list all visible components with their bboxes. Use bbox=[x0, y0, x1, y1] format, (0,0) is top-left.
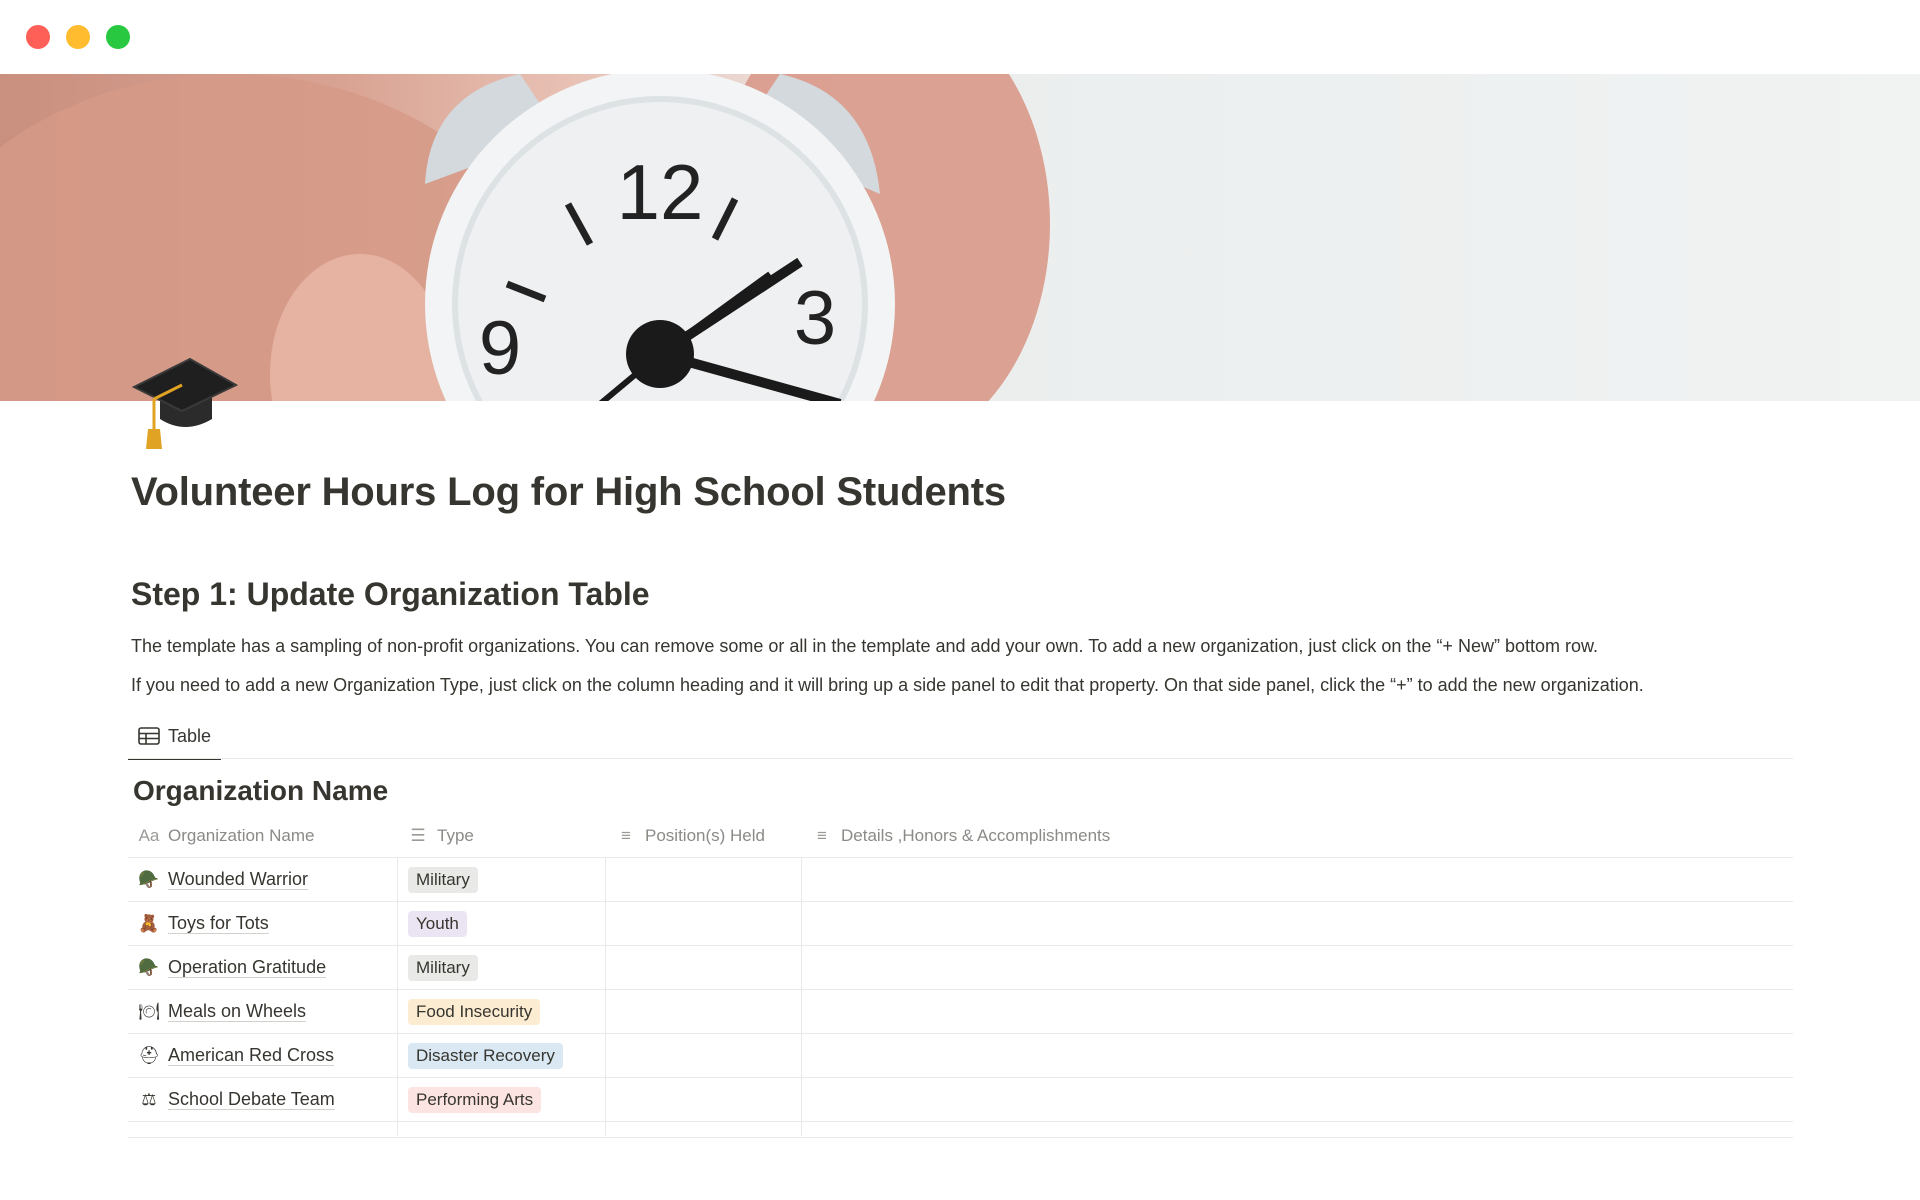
type-tag: Food Insecurity bbox=[408, 999, 540, 1025]
minimize-window-button[interactable] bbox=[66, 25, 90, 49]
column-header-positions-held[interactable] bbox=[605, 815, 801, 857]
cell-details[interactable] bbox=[801, 1034, 1793, 1077]
type-tag: Military bbox=[408, 955, 478, 981]
cell-positions-held[interactable] bbox=[605, 902, 801, 945]
table-row[interactable] bbox=[128, 990, 1793, 1034]
cell-organization-name[interactable] bbox=[128, 1034, 397, 1077]
cell-positions-held[interactable] bbox=[605, 946, 801, 989]
organization-name[interactable]: Operation Gratitude bbox=[168, 957, 327, 977]
cell-type[interactable] bbox=[397, 1078, 605, 1121]
organization-table bbox=[128, 815, 1793, 1136]
title-property-icon: Aa bbox=[138, 826, 160, 845]
cell-type[interactable] bbox=[397, 990, 605, 1033]
cell-organization-name[interactable] bbox=[128, 858, 397, 901]
cell-positions-held[interactable] bbox=[605, 1078, 801, 1121]
column-header-label: Organization Name bbox=[168, 826, 315, 845]
step1-paragraph-2[interactable]: If you need to add a new Organization Type, just click on the column heading and it will bring up a side panel to edit that property. On that side panel, click the “+” to add the new organization. bbox=[131, 675, 1644, 695]
cell-details[interactable] bbox=[801, 946, 1793, 989]
column-header-details[interactable] bbox=[801, 815, 1793, 857]
table-row[interactable] bbox=[128, 902, 1793, 946]
military-helmet-icon: 🪖 bbox=[138, 957, 160, 977]
teddy-bear-icon: 🧸 bbox=[138, 913, 160, 933]
cell-type[interactable] bbox=[397, 902, 605, 945]
tabs-divider bbox=[128, 758, 1793, 759]
step1-heading[interactable]: Step 1: Update Organization Table bbox=[131, 576, 650, 612]
column-header-label: Type bbox=[437, 826, 474, 845]
column-header-label: Position(s) Held bbox=[645, 826, 765, 845]
cell-type[interactable] bbox=[397, 1034, 605, 1077]
organization-name[interactable]: Toys for Tots bbox=[168, 913, 269, 933]
window-titlebar bbox=[0, 0, 1920, 74]
page-cover-image[interactable] bbox=[0, 74, 1920, 401]
clock-number-9: 9 bbox=[478, 306, 522, 391]
cell-organization-name[interactable] bbox=[128, 946, 397, 989]
tab-table-view[interactable] bbox=[128, 714, 221, 760]
type-tag: Youth bbox=[408, 911, 467, 937]
rescue-helmet-icon: ⛑ bbox=[138, 1045, 160, 1065]
table-row[interactable] bbox=[128, 946, 1793, 990]
page-title[interactable]: Volunteer Hours Log for High School Students bbox=[131, 470, 1006, 514]
organization-name[interactable]: Meals on Wheels bbox=[168, 1001, 307, 1021]
step1-paragraph-1[interactable]: The template has a sampling of non-profit organizations. You can remove some or all in the template and add your own. To add a new organization, just click on the “+ New” bottom row. bbox=[131, 636, 1598, 656]
graduation-cap-icon[interactable] bbox=[130, 345, 240, 455]
cell-type[interactable] bbox=[397, 946, 605, 989]
table-icon bbox=[138, 727, 160, 745]
table-row[interactable] bbox=[128, 1078, 1793, 1122]
text-property-icon: ≡ bbox=[621, 826, 631, 845]
organization-name[interactable]: School Debate Team bbox=[168, 1089, 335, 1109]
cell-organization-name[interactable] bbox=[128, 902, 397, 945]
clock-number-12: 12 bbox=[616, 148, 704, 236]
military-helmet-icon: 🪖 bbox=[138, 869, 160, 889]
cell-organization-name[interactable] bbox=[128, 1078, 397, 1121]
clock-number-3: 3 bbox=[793, 276, 837, 361]
tab-table-label: Table bbox=[168, 725, 212, 746]
cell-organization-name[interactable] bbox=[128, 990, 397, 1033]
balance-scale-icon: ⚖ bbox=[141, 1089, 157, 1109]
type-tag: Performing Arts bbox=[408, 1087, 541, 1113]
table-body bbox=[128, 858, 1793, 1122]
table-row[interactable] bbox=[128, 1034, 1793, 1078]
type-tag: Military bbox=[408, 867, 478, 893]
cell-positions-held[interactable] bbox=[605, 1034, 801, 1077]
column-header-organization-name[interactable] bbox=[128, 815, 397, 857]
table-row-partial bbox=[128, 1122, 1793, 1136]
column-header-type[interactable] bbox=[397, 815, 605, 857]
type-tag: Disaster Recovery bbox=[408, 1043, 563, 1069]
table-bottom-edge bbox=[128, 1137, 1793, 1138]
cell-details[interactable] bbox=[801, 990, 1793, 1033]
multi-select-icon: ☰ bbox=[410, 826, 426, 845]
database-title[interactable]: Organization Name bbox=[133, 775, 389, 806]
cell-details[interactable] bbox=[801, 1078, 1793, 1121]
close-window-button[interactable] bbox=[26, 25, 50, 49]
column-header-label: Details ,Honors & Accomplishments bbox=[841, 826, 1111, 845]
table-header-row bbox=[128, 815, 1793, 858]
plate-cutlery-icon: 🍽 bbox=[138, 1001, 160, 1021]
cell-positions-held[interactable] bbox=[605, 858, 801, 901]
maximize-window-button[interactable] bbox=[106, 25, 130, 49]
text-property-icon: ≡ bbox=[817, 826, 827, 845]
table-row[interactable] bbox=[128, 858, 1793, 902]
organization-name[interactable]: Wounded Warrior bbox=[168, 869, 309, 889]
organization-name[interactable]: American Red Cross bbox=[168, 1045, 335, 1065]
cell-details[interactable] bbox=[801, 858, 1793, 901]
alarm-clock-cover-illustration bbox=[0, 74, 1920, 401]
cell-details[interactable] bbox=[801, 902, 1793, 945]
cell-type[interactable] bbox=[397, 858, 605, 901]
cell-positions-held[interactable] bbox=[605, 990, 801, 1033]
